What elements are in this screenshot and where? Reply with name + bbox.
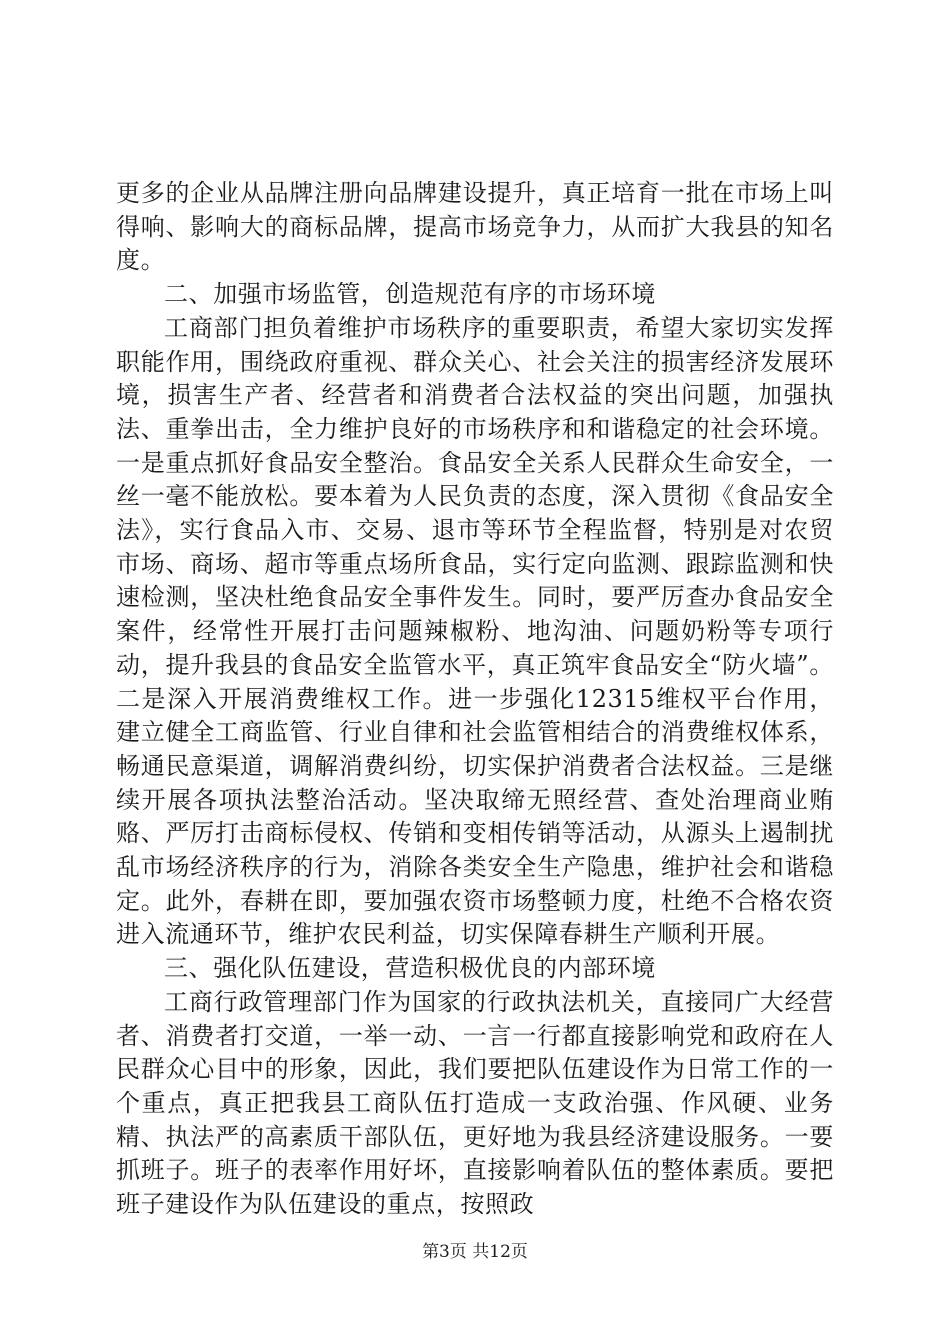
paragraph-continuation: 更多的企业从品牌注册向品牌建设提升，真正培育一批在市场上叫得响、影响大的商标品牌，提高市场竞争力，从而扩大我县的知名度。 — [116, 179, 834, 275]
page-footer: 第3页 共12页 — [422, 1242, 528, 1262]
paragraph-market-supervision: 工商部门担负着维护市场秩序的重要职责，希望大家切实发挥职能作用，围绕政府重视、群众关心、社会关注的损害经济发展环境，损害生产者、经营者和消费者合法权益的突出问题，加强执法、重拳出击，全力维护良好的市场秩序和和谐稳定的社会环境。一是重点抓好食品安全整治。食品安全关系人民群众生命安全，一丝一毫不能放松。要本着为人民负责的态度，深入贯彻《食品安全法》，实行食品入市、交易、退市等环节全程监督，特别是对农贸市场、商场、超市等重点场所食品，实行定向监测、跟踪监测和快速检测，坚决杜绝食品安全事件发生。同时，要严厉查办食品安全案件，经常性开展打击问题辣椒粉、地沟油、问题奶粉等专项行动，提升我县的食品安全监管水平，真正筑牢食品安全“防火墙”。二是深入开展消费维权工作。进一步强化12315维权平台作用，建立健全工商监管、行业自律和社会监管相结合的消费维权体系，畅通民意渠道，调解消费纠纷，切实保护消费者合法权益。三是继续开展各项执法整治活动。坚决取缔无照经营、查处治理商业贿赂、严厉打击商标侵权、传销和变相传销等活动，从源头上遏制扰乱市场经济秩序的行为，消除各类安全生产隐患，维护社会和谐稳定。此外，春耕在即，要加强农资市场整顿力度，杜绝不合格农资进入流通环节，维护农民利益，切实保障春耕生产顺利开展。 — [116, 313, 834, 949]
section-heading-market-supervision: 二、加强市场监管，创造规范有序的市场环境 — [164, 280, 656, 309]
paragraph-team-building: 工商行政管理部门作为国家的行政执法机关，直接同广大经营者、消费者打交道，一举一动、一言一行都直接影响党和政府在人民群众心目中的形象，因此，我们要把队伍建设作为日常工作的一个重点，真正把我县工商队伍打造成一支政治强、作风硬、业务精、执法严的高素质干部队伍，更好地为我县经济建设服务。一要抓班子。班子的表率作用好坏，直接影响着队伍的整体素质。要把班子建设作为队伍建设的重点，按照政 — [116, 987, 834, 1219]
section-heading-team-building: 三、强化队伍建设，营造积极优良的内部环境 — [164, 954, 656, 983]
document-body — [116, 177, 834, 1222]
